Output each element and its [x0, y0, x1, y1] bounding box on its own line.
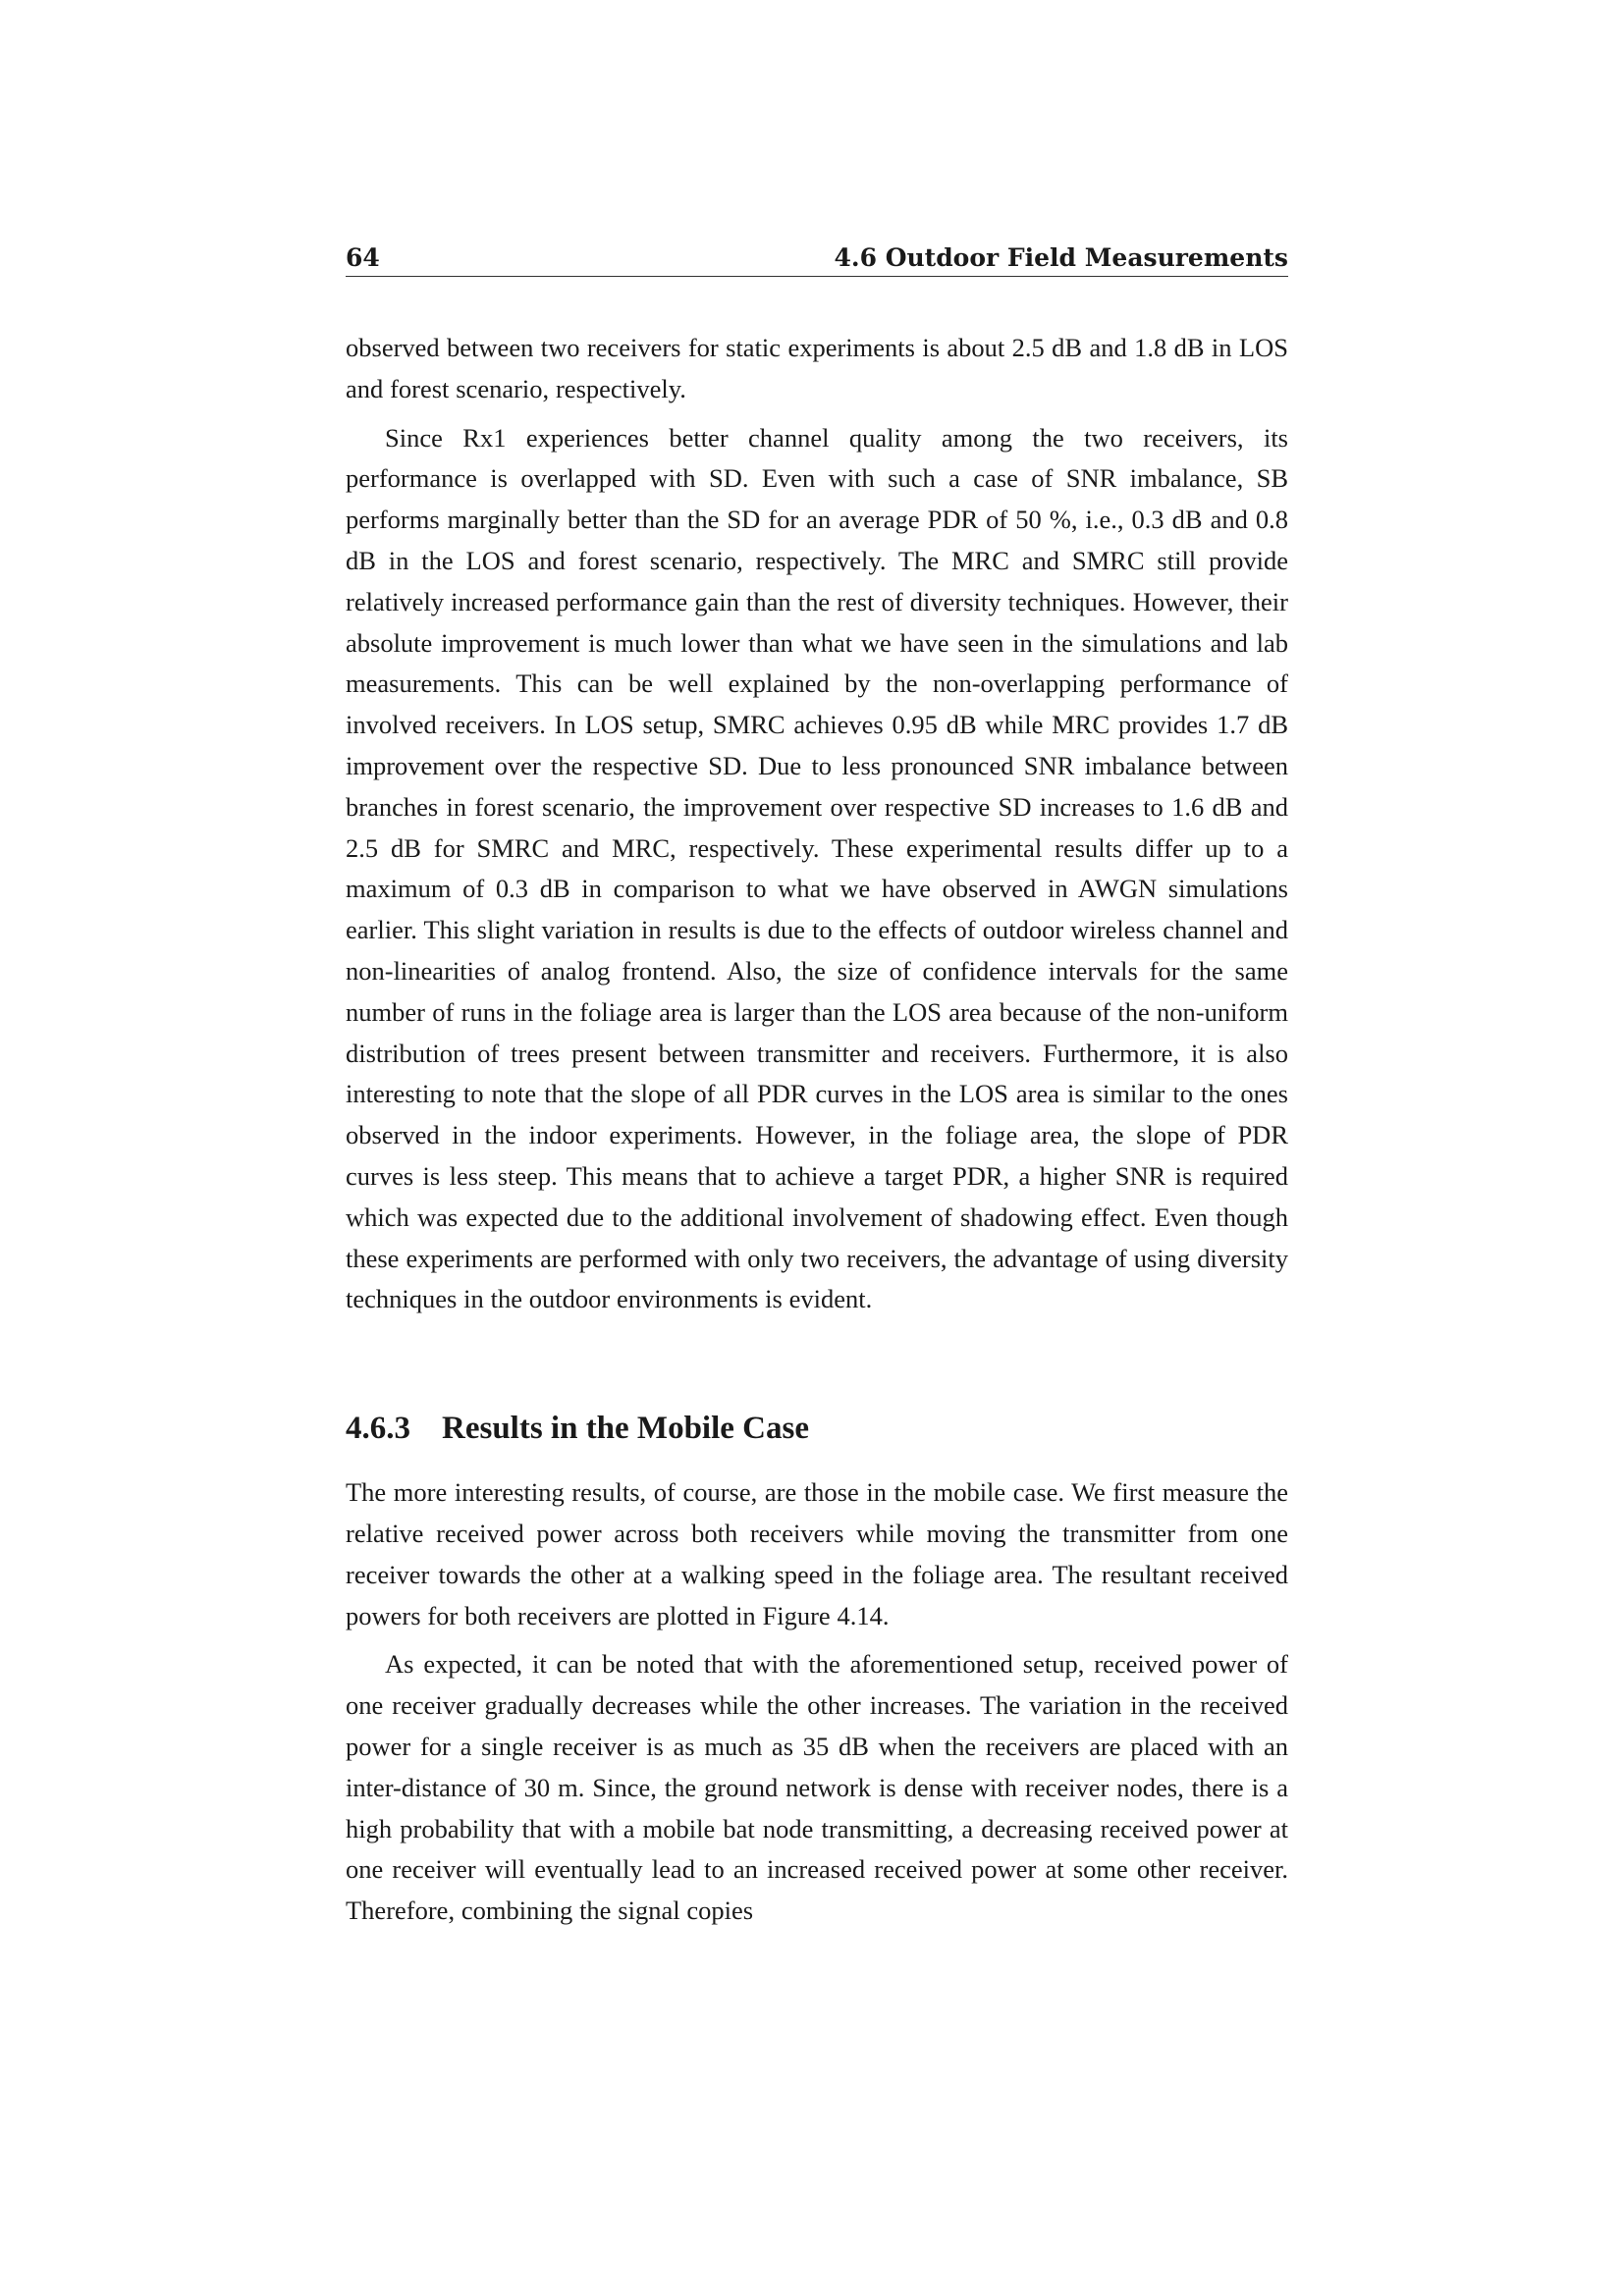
body-text [346, 328, 1288, 1932]
running-section-title: 4.6 Outdoor Field Measurements [834, 243, 1288, 272]
paragraph: The more interesting results, of course, are those in the mobile case. We first measure the relative received power across both receivers while moving the transmitter from one receiver towards the other at a walking speed in the foliage area. The resultant received powers for both receivers are plotted in Figure 4.14. [346, 1477, 1288, 1630]
page [346, 236, 1288, 1932]
section-title: Results in the Mobile Case [442, 1411, 809, 1447]
paragraph: As expected, it can be noted that with the aforementioned setup, received power of one receiver gradually decreases while the other increases. The variation in the received power for a single receiver is as much as 35 dB when the receivers are placed with an inter-distance of 30 m. Since, the ground network is dense with receiver nodes, there is a high probability that with a mobile bat node transmitting, a decreasing received power at one receiver will eventually lead to an increased received power at some other receiver. Therefore, combining the signal copies [346, 1649, 1288, 1926]
section-number: 4.6.3 [346, 1411, 410, 1447]
page-number: 64 [346, 243, 380, 272]
section-heading [346, 1411, 1288, 1447]
paragraph-continued: observed between two receivers for static experiments is about 2.5 dB and 1.8 dB in LOS and forest scenario, respectively. [346, 333, 1288, 403]
running-head [346, 243, 1288, 277]
paragraph: Since Rx1 experiences better channel quality among the two receivers, its performance is overlapped with SD. Even with such a case of SNR imbalance, SB performs marginally better than the SD for an average PDR of 50 %, i.e., 0.3 dB and 0.8 dB in the LOS and forest scenario, respectively. The MRC and SMRC still provide relatively increased performance gain than the rest of diversity techniques. However, their absolute improvement is much lower than what we have seen in the simulations and lab measurements. This can be well explained by the non-overlapping performance of involved receivers. In LOS setup, SMRC achieves 0.95 dB while MRC provides 1.7 dB improvement over the respective SD. Due to less pronounced SNR imbalance between branches in forest scenario, the improvement over respective SD increases to 1.6 dB and 2.5 dB for SMRC and MRC, respectively. These experimental results differ up to a maximum of 0.3 dB in comparison to what we have observed in AWGN simulations earlier. This slight variation in results is due to the effects of outdoor wireless channel and non-linearities of analog frontend. Also, the size of confidence intervals for the same number of runs in the foliage area is larger than the LOS area because of the non-uniform distribution of trees present between transmitter and receivers. Furthermore, it is also interesting to note that the slope of all PDR curves in the LOS area is similar to the ones observed in the indoor experiments. However, in the foliage area, the slope of PDR curves is less steep. This means that to achieve a target PDR, a higher SNR is required which was expected due to the additional involvement of shadowing effect. Even though these experiments are performed with only two receivers, the advantage of using diversity techniques in the outdoor environments is evident. [346, 422, 1288, 1314]
